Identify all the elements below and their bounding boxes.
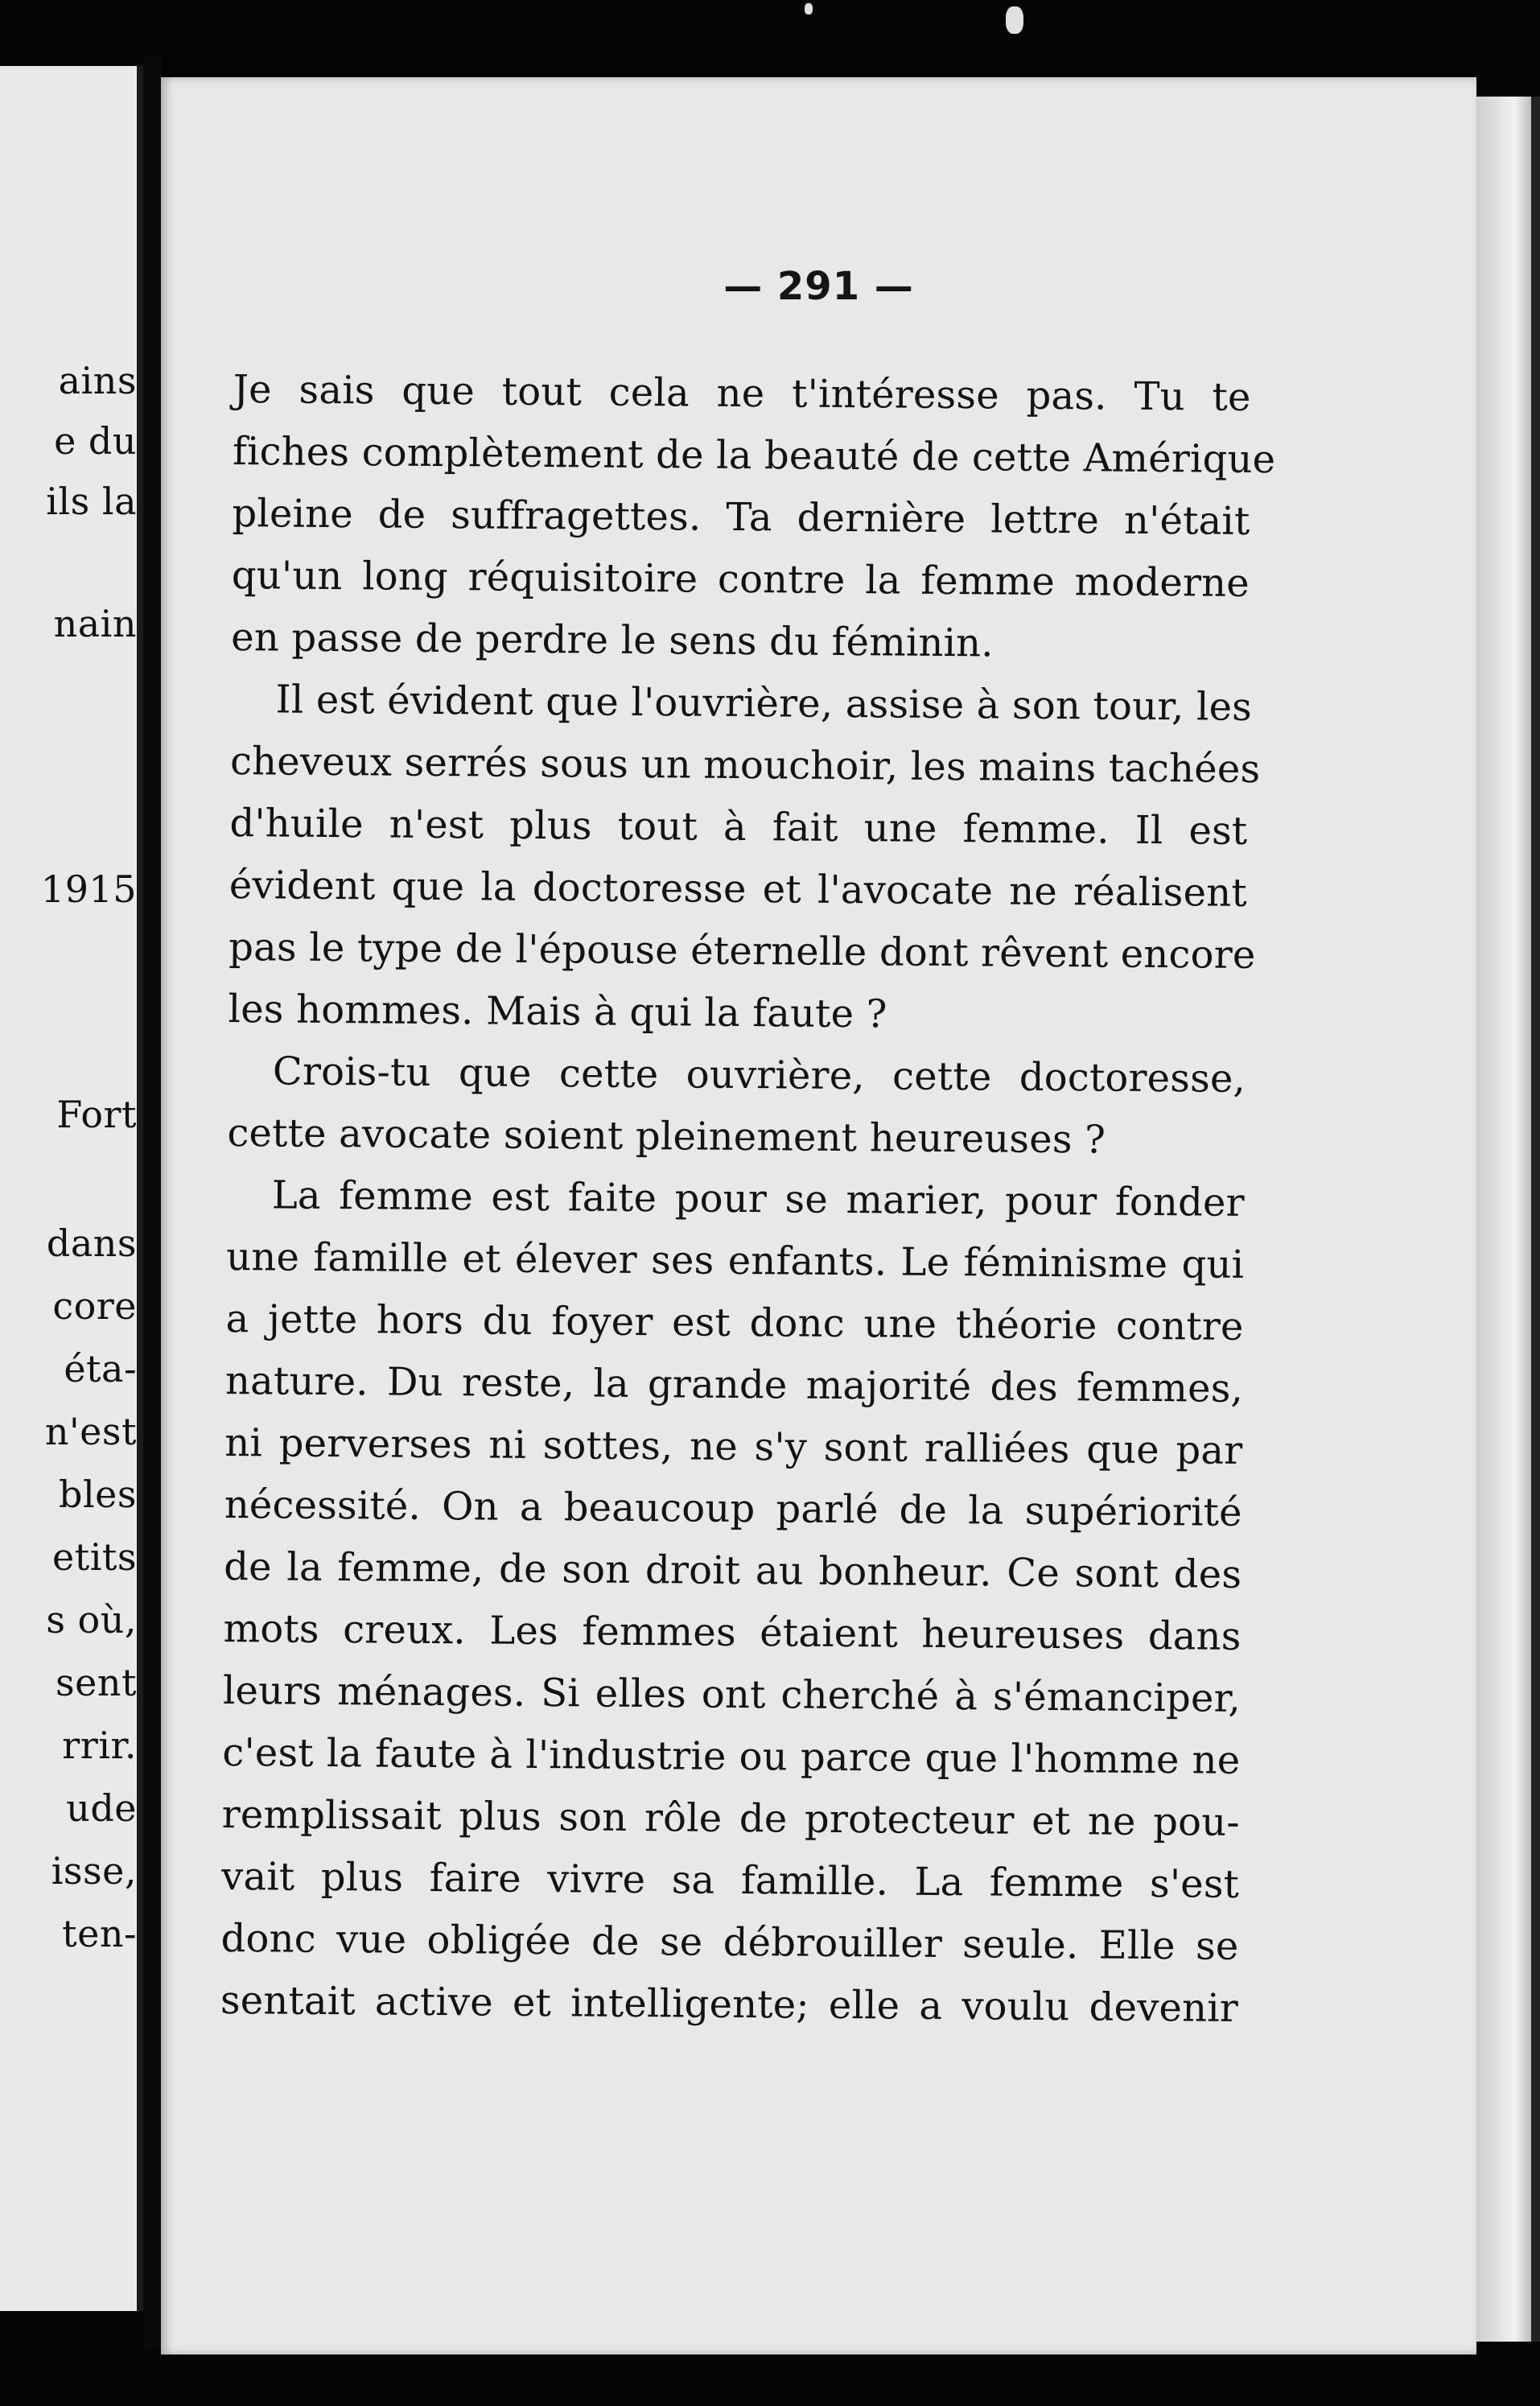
page-gutter-line xyxy=(137,66,143,2311)
scan-speck xyxy=(805,3,813,14)
previous-page-fragment: dans xyxy=(46,1222,137,1265)
scan-speck xyxy=(1006,6,1023,34)
text-line: nécessité. On a beaucoup parlé de la supériorité xyxy=(224,1481,1242,1535)
page-number: — 291 — xyxy=(723,264,914,309)
text-line: pleine de suffragettes. Ta dernière lettre n'était xyxy=(232,490,1250,544)
previous-page-fragment: nain xyxy=(53,602,137,645)
text-line: fiches complètement de la beauté de cette Amérique xyxy=(232,428,1276,483)
previous-page-fragment: n'est xyxy=(44,1410,137,1453)
previous-page-fragment: ude xyxy=(66,1786,137,1830)
text-line: nature. Du reste, la grande majorité des femmes, xyxy=(224,1357,1244,1411)
book-gutter xyxy=(143,56,161,2350)
previous-page-fragment: Fort xyxy=(56,1093,137,1136)
text-line: a jette hors du foyer est donc une théorie contre xyxy=(225,1296,1244,1349)
previous-page-fragment: ils la xyxy=(46,480,137,523)
text-line: une famille et élever ses enfants. Le féminisme qui xyxy=(226,1234,1245,1287)
text-line: qu'un long réquisitoire contre la femme moderne xyxy=(231,552,1250,606)
text-line: d'huile n'est plus tout à fait une femme. Il est xyxy=(229,800,1248,854)
text-line: sentait active et intelligente; elle a voulu devenir xyxy=(220,1977,1239,2031)
text-line: de la femme, de son droit au bonheur. Ce sont des xyxy=(223,1543,1242,1597)
text-line: donc vue obligée de se débrouiller seule. Elle se xyxy=(220,1915,1239,1969)
previous-page-fragment: etits xyxy=(51,1535,137,1579)
page-body-text xyxy=(220,359,1276,2040)
previous-page-fragment: ten- xyxy=(62,1912,137,1955)
text-line: vait plus faire vivre sa famille. La femme s'est xyxy=(220,1853,1240,1907)
previous-page-fragment: 1915 xyxy=(40,867,137,911)
previous-page-fragment: éta- xyxy=(64,1347,137,1390)
previous-page-fragment: isse, xyxy=(51,1849,137,1893)
text-line: leurs ménages. Si elles ont cherché à s'émanciper, xyxy=(222,1667,1241,1721)
text-line: mots creux. Les femmes étaient heureuses dans xyxy=(223,1605,1241,1659)
text-line: La femme est faite pour se marier, pour fonder xyxy=(271,1172,1246,1226)
text-line: pas le type de l'épouse éternelle dont rêvent encore xyxy=(229,924,1256,978)
text-line: ni perverses ni sottes, ne s'y sont ralliées que par xyxy=(224,1419,1243,1473)
book-page xyxy=(161,77,1476,2355)
page-stack-edge xyxy=(1476,97,1531,2342)
text-line: cette avocate soient pleinement heureuses ? xyxy=(227,1110,1106,1163)
text-line: Je sais que tout cela ne t'intéresse pas. Tu te xyxy=(233,366,1251,420)
previous-page-fragment: core xyxy=(52,1284,137,1328)
previous-page-fragment: sent xyxy=(56,1661,137,1704)
previous-page-fragment: rrir. xyxy=(62,1724,137,1767)
previous-page-fragment: e du xyxy=(54,419,137,463)
text-line: évident que la doctoresse et l'avocate ne réalisent xyxy=(229,862,1248,916)
scan-border xyxy=(1531,97,1540,2342)
text-line: c'est la faute à l'industrie ou parce que l'homme ne xyxy=(222,1729,1241,1783)
previous-page-fragment: bles xyxy=(59,1473,137,1516)
text-line: Crois-tu que cette ouvrière, cette doctoresse, xyxy=(272,1049,1246,1102)
previous-page-fragment: ains xyxy=(58,359,137,402)
text-line: Il est évident que l'ouvrière, assise à son tour, les xyxy=(275,677,1253,730)
previous-page-edge xyxy=(0,66,143,2311)
previous-page-fragment: s où, xyxy=(46,1598,137,1642)
text-line: remplissait plus son rôle de protecteur et ne pou- xyxy=(221,1791,1240,1845)
text-line: cheveux serrés sous un mouchoir, les mains tachées xyxy=(229,738,1261,793)
text-line: les hommes. Mais à qui la faute ? xyxy=(228,986,887,1037)
text-line: en passe de perdre le sens du féminin. xyxy=(231,614,994,666)
